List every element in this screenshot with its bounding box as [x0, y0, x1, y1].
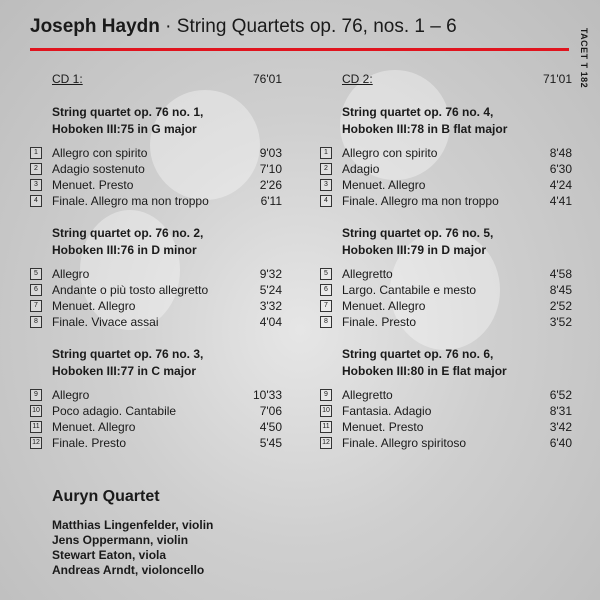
work-title	[52, 225, 282, 259]
track-number: 1	[320, 147, 332, 159]
track-duration: 4'50	[259, 420, 282, 434]
work-title-line1: String quartet op. 76 no. 4,	[342, 105, 494, 119]
track-title: Finale. Allegro ma non troppo	[342, 194, 499, 208]
track-title: Adagio	[342, 162, 380, 176]
work-title-line1: String quartet op. 76 no. 6,	[342, 347, 494, 361]
track-row	[30, 314, 282, 330]
work-title-line2: Hoboken III:79 in D major	[342, 243, 487, 257]
track-duration: 5'24	[259, 283, 282, 297]
track-number: 7	[320, 300, 332, 312]
member: Andreas Arndt, violoncello	[52, 563, 205, 577]
track-row	[320, 266, 572, 282]
track-duration: 3'42	[549, 420, 572, 434]
title-separator: ·	[159, 16, 177, 37]
track-title: Fantasia. Adagio	[342, 404, 432, 418]
track-number: 9	[30, 389, 42, 401]
track-number: 4	[320, 195, 332, 207]
track-row	[320, 435, 572, 451]
work-title-line1: String quartet op. 76 no. 3,	[52, 347, 204, 361]
track-duration: 6'30	[549, 162, 572, 176]
track-duration: 4'58	[549, 267, 572, 281]
track-number: 7	[30, 300, 42, 312]
work-title-line2: Hoboken III:80 in E flat major	[342, 364, 507, 378]
title-subtitle: String Quartets op. 76, nos. 1 – 6	[176, 16, 457, 37]
track-row	[30, 266, 282, 282]
track-row	[320, 387, 572, 403]
ensemble-name: Auryn Quartet	[52, 488, 160, 505]
track-title: Finale. Presto	[342, 315, 417, 329]
track-title: Andante o più tosto allegretto	[52, 283, 209, 297]
track-number: 8	[320, 316, 332, 328]
track-number: 11	[320, 421, 332, 433]
cd-duration: 76'01	[253, 72, 282, 86]
track-number: 2	[320, 163, 332, 175]
track-number: 3	[320, 179, 332, 191]
track-duration: 3'32	[259, 299, 282, 313]
track-row	[30, 145, 282, 161]
track-row	[30, 161, 282, 177]
track-title: Menuet. Allegro	[52, 420, 136, 434]
work-title	[52, 346, 282, 380]
track-row	[30, 282, 282, 298]
track-row	[30, 298, 282, 314]
track-list	[320, 387, 572, 451]
track-number: 12	[320, 437, 332, 449]
work-title-line1: String quartet op. 76 no. 5,	[342, 226, 494, 240]
track-row	[30, 177, 282, 193]
track-row	[320, 161, 572, 177]
cd2-column	[320, 72, 572, 451]
track-duration: 9'32	[259, 267, 282, 281]
track-row	[30, 387, 282, 403]
track-number: 10	[320, 405, 332, 417]
track-row	[320, 177, 572, 193]
cd-duration: 71'01	[543, 72, 572, 86]
work-title-line2: Hoboken III:77 in C major	[52, 364, 197, 378]
cd-label: CD 2:	[342, 72, 373, 86]
track-title: Largo. Cantabile e mesto	[342, 283, 477, 297]
track-title: Finale. Allegro spiritoso	[342, 436, 467, 450]
track-title: Menuet. Allegro	[342, 299, 426, 313]
track-duration: 2'52	[549, 299, 572, 313]
track-title: Finale. Presto	[52, 436, 127, 450]
track-duration: 4'41	[549, 194, 572, 208]
track-title: Allegro	[52, 388, 90, 402]
track-duration: 8'31	[549, 404, 572, 418]
track-row	[320, 282, 572, 298]
track-duration: 8'48	[549, 146, 572, 160]
work-title-line2: Hoboken III:75 in G major	[52, 122, 197, 136]
track-number: 4	[30, 195, 42, 207]
page-title	[30, 16, 457, 38]
track-row	[320, 193, 572, 209]
track-row	[320, 314, 572, 330]
track-title: Allegretto	[342, 388, 393, 402]
track-title: Menuet. Presto	[342, 420, 424, 434]
track-row	[320, 145, 572, 161]
track-row	[320, 403, 572, 419]
track-duration: 6'40	[549, 436, 572, 450]
track-number: 6	[320, 284, 332, 296]
track-row	[320, 419, 572, 435]
track-duration: 4'24	[549, 178, 572, 192]
track-row	[30, 193, 282, 209]
track-list	[30, 145, 282, 209]
track-number: 3	[30, 179, 42, 191]
track-title: Allegro	[52, 267, 90, 281]
track-duration: 5'45	[259, 436, 282, 450]
cd-header	[342, 72, 572, 88]
track-row	[320, 298, 572, 314]
member: Stewart Eaton, viola	[52, 548, 167, 562]
track-row	[30, 435, 282, 451]
track-number: 8	[30, 316, 42, 328]
track-list	[30, 387, 282, 451]
track-duration: 7'10	[259, 162, 282, 176]
track-number: 2	[30, 163, 42, 175]
cd1-column	[30, 72, 282, 451]
track-duration: 3'52	[549, 315, 572, 329]
work-title-line2: Hoboken III:78 in B flat major	[342, 122, 508, 136]
track-number: 9	[320, 389, 332, 401]
track-number: 5	[320, 268, 332, 280]
work-title	[342, 225, 572, 259]
composer-name: Joseph Haydn	[30, 16, 160, 37]
track-list	[320, 145, 572, 209]
track-number: 12	[30, 437, 42, 449]
track-duration: 6'52	[549, 388, 572, 402]
cd-header	[52, 72, 282, 88]
track-title: Finale. Vivace assai	[52, 315, 159, 329]
track-title: Menuet. Presto	[52, 178, 134, 192]
track-title: Finale. Allegro ma non troppo	[52, 194, 209, 208]
track-duration: 8'45	[549, 283, 572, 297]
track-number: 6	[30, 284, 42, 296]
track-duration: 6'11	[260, 194, 282, 208]
track-number: 11	[30, 421, 42, 433]
work-title-line2: Hoboken III:76 in D minor	[52, 243, 197, 257]
track-number: 10	[30, 405, 42, 417]
track-duration: 9'03	[259, 146, 282, 160]
track-title: Allegro con spirito	[52, 146, 148, 160]
track-title: Menuet. Allegro	[342, 178, 426, 192]
member: Matthias Lingenfelder, violin	[52, 518, 214, 532]
catalog-number: TACET T 182	[579, 27, 589, 89]
track-title: Allegro con spirito	[342, 146, 438, 160]
work-title	[52, 104, 282, 138]
track-title: Adagio sostenuto	[52, 162, 145, 176]
accent-divider	[30, 48, 569, 51]
track-list	[30, 266, 282, 330]
work-title-line1: String quartet op. 76 no. 2,	[52, 226, 204, 240]
track-title: Poco adagio. Cantabile	[52, 404, 177, 418]
track-row	[30, 403, 282, 419]
ensemble-members	[52, 518, 213, 578]
track-list	[320, 266, 572, 330]
track-number: 5	[30, 268, 42, 280]
work-title	[342, 346, 572, 380]
work-title-line1: String quartet op. 76 no. 1,	[52, 105, 204, 119]
track-duration: 7'06	[259, 404, 282, 418]
track-title: Allegretto	[342, 267, 393, 281]
track-duration: 4'04	[259, 315, 282, 329]
track-duration: 2'26	[259, 178, 282, 192]
track-number: 1	[30, 147, 42, 159]
member: Jens Oppermann, violin	[52, 533, 189, 547]
track-row	[30, 419, 282, 435]
track-title: Menuet. Allegro	[52, 299, 136, 313]
track-duration: 10'33	[253, 388, 282, 402]
work-title	[342, 104, 572, 138]
cd-label: CD 1:	[52, 72, 83, 86]
